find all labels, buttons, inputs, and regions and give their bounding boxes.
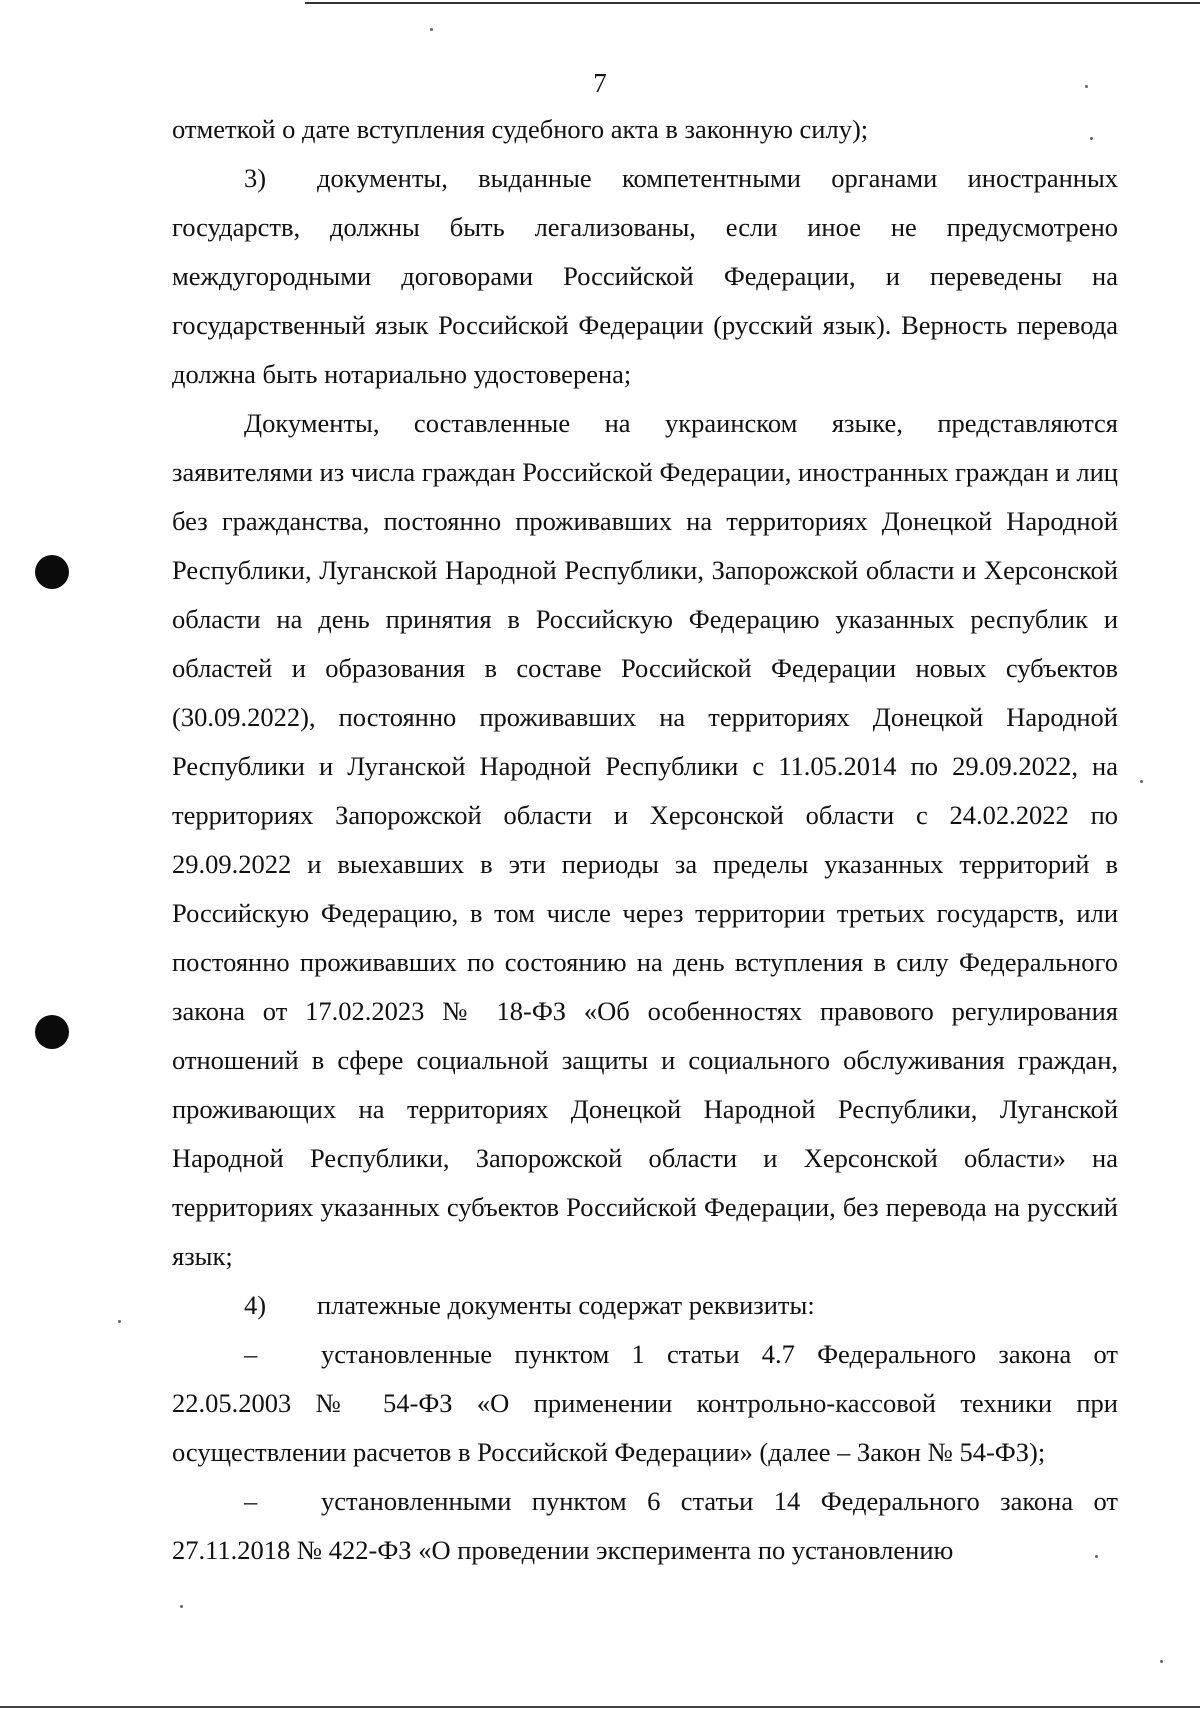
item-number: 3): [244, 163, 267, 193]
scan-bottom-edge: [0, 1706, 1200, 1708]
paragraph-text: отметкой о дате вступления судебного акта в законную силу);: [172, 114, 869, 144]
paragraph-text: установленные пунктом 1 статьи 4.7 Федерального закона от 22.05.2003 № 54-ФЗ «О применении контрольно-кассовой техники при осуществлении расчетов в Российской Федерации» (далее – Закон № 54-ФЗ);: [172, 1339, 1118, 1467]
scan-speck: [1160, 1660, 1163, 1663]
item-dash: –: [244, 1339, 258, 1369]
item-number: 4): [244, 1290, 267, 1320]
document-body: [172, 105, 1118, 1575]
paragraph-text: платежные документы содержат реквизиты:: [317, 1290, 815, 1320]
paragraph-text: установленными пунктом 6 статьи 14 Федерального закона от 27.11.2018 № 422-ФЗ «О проведении эксперимента по установлению: [172, 1486, 1118, 1565]
numbered-item: [172, 154, 1118, 399]
scan-top-edge: [305, 2, 1200, 4]
paragraph-text: документы, выданные компетентными органами иностранных государств, должны быть легализованы, если иное не предусмотрено междугородными договорами Российской Федерации, и переведены на государственный язык Российской Федерации (русский язык). Верность перевода должна быть нотариально удостоверена;: [172, 163, 1118, 389]
punch-hole: [35, 1015, 69, 1049]
scan-speck: [1140, 780, 1143, 783]
scan-speck: [430, 28, 433, 31]
item-dash: –: [244, 1486, 258, 1516]
paragraph-text: Документы, составленные на украинском языке, представляются заявителями из числа граждан Российской Федерации, иностранных граждан и лиц без гражданства, постоянно проживавших на территориях Донецкой Народной Республики, Луганской Народной Республики, Запорожской области и Херсонской области на день принятия в Российскую Федерацию указанных республик и областей и образования в составе Российской Федерации новых субъектов (30.09.2022), постоянно проживавших на территориях Донецкой Народной Республики и Луганской Народной Республики с 11.05.2014 по 29.09.2022, на территориях Запорожской области и Херсонской области с 24.02.2022 по 29.09.2022 и выехавших в эти периоды за пределы указанных территорий в Российскую Федерацию, в том числе через территории третьих государств, или постоянно проживавших по состоянию на день вступления в силу Федерального закона от 17.02.2023 № 18-ФЗ «Об особенностях правового регулирования отношений в сфере социальной защиты и социального обслуживания граждан, проживающих на территориях Донецкой Народной Республики, Луганской Народной Республики, Запорожской области и Херсонской области» на территориях указанных субъектов Российской Федерации, без перевода на русский язык;: [172, 408, 1118, 1271]
paragraph: [172, 399, 1118, 1281]
scan-speck: [180, 1605, 183, 1608]
numbered-item: [172, 1281, 1118, 1330]
dash-item: [172, 1330, 1118, 1477]
scan-speck: [118, 1320, 121, 1323]
page-number: 7: [593, 68, 607, 98]
paragraph: [172, 105, 1118, 154]
punch-hole: [35, 555, 69, 589]
dash-item: [172, 1477, 1118, 1575]
